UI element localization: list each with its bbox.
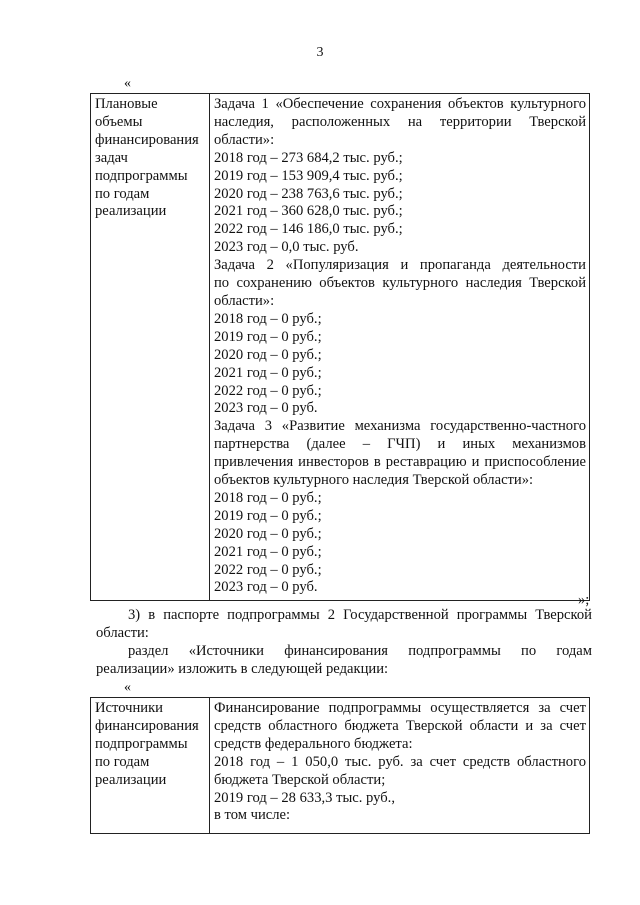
label-line: реализации <box>95 203 167 220</box>
year-amount-line: 2021 год – 0 руб.; <box>214 543 322 560</box>
paragraph-line: 3) в паспорте подпрограммы 2 Государственной программы Тверской <box>128 607 592 623</box>
year-amount-line: 2021 год – 360 628,0 тыс. руб.; <box>214 203 403 220</box>
year-amount-line: 2020 год – 238 763,6 тыс. руб.; <box>214 185 403 202</box>
task-title-line: Задача 3 «Развитие механизма государственно-частного <box>214 418 586 435</box>
content-line: средств областного бюджета Тверской области и за счет <box>214 717 586 734</box>
label-line: подпрограммы <box>95 735 188 752</box>
table-content-cell <box>210 94 590 601</box>
year-amount-line: 2020 год – 0 руб.; <box>214 525 322 542</box>
content-line: Финансирование подпрограммы осуществляется за счет <box>214 700 586 716</box>
year-amount-line: 2023 год – 0,0 тыс. руб. <box>214 239 359 256</box>
label-line: финансирования <box>95 717 199 734</box>
label-line: по годам <box>95 753 150 770</box>
task-title-line: объектов культурного наследия Тверской области»: <box>214 472 534 489</box>
task-title-line: области»: <box>214 131 275 148</box>
paragraph-line: реализации» изложить в следующей редакции: <box>96 660 389 677</box>
label-line: реализации <box>95 771 167 788</box>
task-title-line: по сохранению объектов культурного наследия Тверской <box>214 275 586 292</box>
table-label-cell <box>91 698 210 834</box>
label-line: задач <box>95 149 128 166</box>
task-title-line: Задача 1 «Обеспечение сохранения объектов культурного <box>214 96 586 112</box>
label-line: по годам <box>95 185 150 202</box>
label-line: Источники <box>95 700 163 716</box>
label-line: подпрограммы <box>95 167 188 184</box>
task-title-line: привлечения инвесторов в реставрацию и приспособление <box>214 454 586 471</box>
content-line: 2019 год – 28 633,3 тыс. руб., <box>214 789 395 806</box>
opening-quote: « <box>124 680 131 695</box>
year-amount-line: 2023 год – 0 руб. <box>214 579 318 596</box>
content-line: бюджета Тверской области; <box>214 771 386 788</box>
year-amount-line: 2020 год – 0 руб.; <box>214 346 322 363</box>
paragraph-section-amendment <box>96 643 592 679</box>
task-title-line: Задача 2 «Популяризация и пропаганда деятельности <box>214 257 586 274</box>
year-amount-line: 2019 год – 0 руб.; <box>214 507 322 524</box>
task-title-line: области»: <box>214 292 275 309</box>
label-line: финансирования <box>95 131 199 148</box>
funding-tasks-table <box>90 93 590 601</box>
paragraph-passport-amendment <box>96 607 592 643</box>
year-amount-line: 2022 год – 0 руб.; <box>214 561 322 578</box>
year-amount-line: 2021 год – 0 руб.; <box>214 364 322 381</box>
year-amount-line: 2019 год – 0 руб.; <box>214 328 322 345</box>
year-amount-line: 2018 год – 273 684,2 тыс. руб.; <box>214 149 403 166</box>
year-amount-line: 2022 год – 146 186,0 тыс. руб.; <box>214 221 403 238</box>
closing-quote: »; <box>578 592 590 608</box>
paragraph-line: области: <box>96 624 149 641</box>
content-line: в том числе: <box>214 807 291 824</box>
task-title-line: наследия, расположенных на территории Тверской <box>214 113 586 130</box>
funding-sources-table <box>90 697 590 834</box>
year-amount-line: 2018 год – 0 руб.; <box>214 310 322 327</box>
year-amount-line: 2018 год – 0 руб.; <box>214 489 322 506</box>
label-line: Плановые <box>95 96 158 112</box>
table-label-cell <box>91 94 210 601</box>
year-amount-line: 2022 год – 0 руб.; <box>214 382 322 399</box>
label-line: объемы <box>95 113 143 130</box>
page-number: 3 <box>316 45 324 60</box>
content-line: 2018 год – 1 050,0 тыс. руб. за счет средств областного <box>214 753 586 770</box>
content-line: средств федерального бюджета: <box>214 735 413 752</box>
task-title-line: партнерства (далее – ГЧП) и иных механизмов <box>214 436 586 453</box>
year-amount-line: 2019 год – 153 909,4 тыс. руб.; <box>214 167 403 184</box>
year-amount-line: 2023 год – 0 руб. <box>214 400 318 417</box>
paragraph-line: раздел «Источники финансирования подпрограммы по годам <box>128 643 592 659</box>
opening-quote: « <box>124 76 131 91</box>
table-content-cell <box>210 698 590 834</box>
